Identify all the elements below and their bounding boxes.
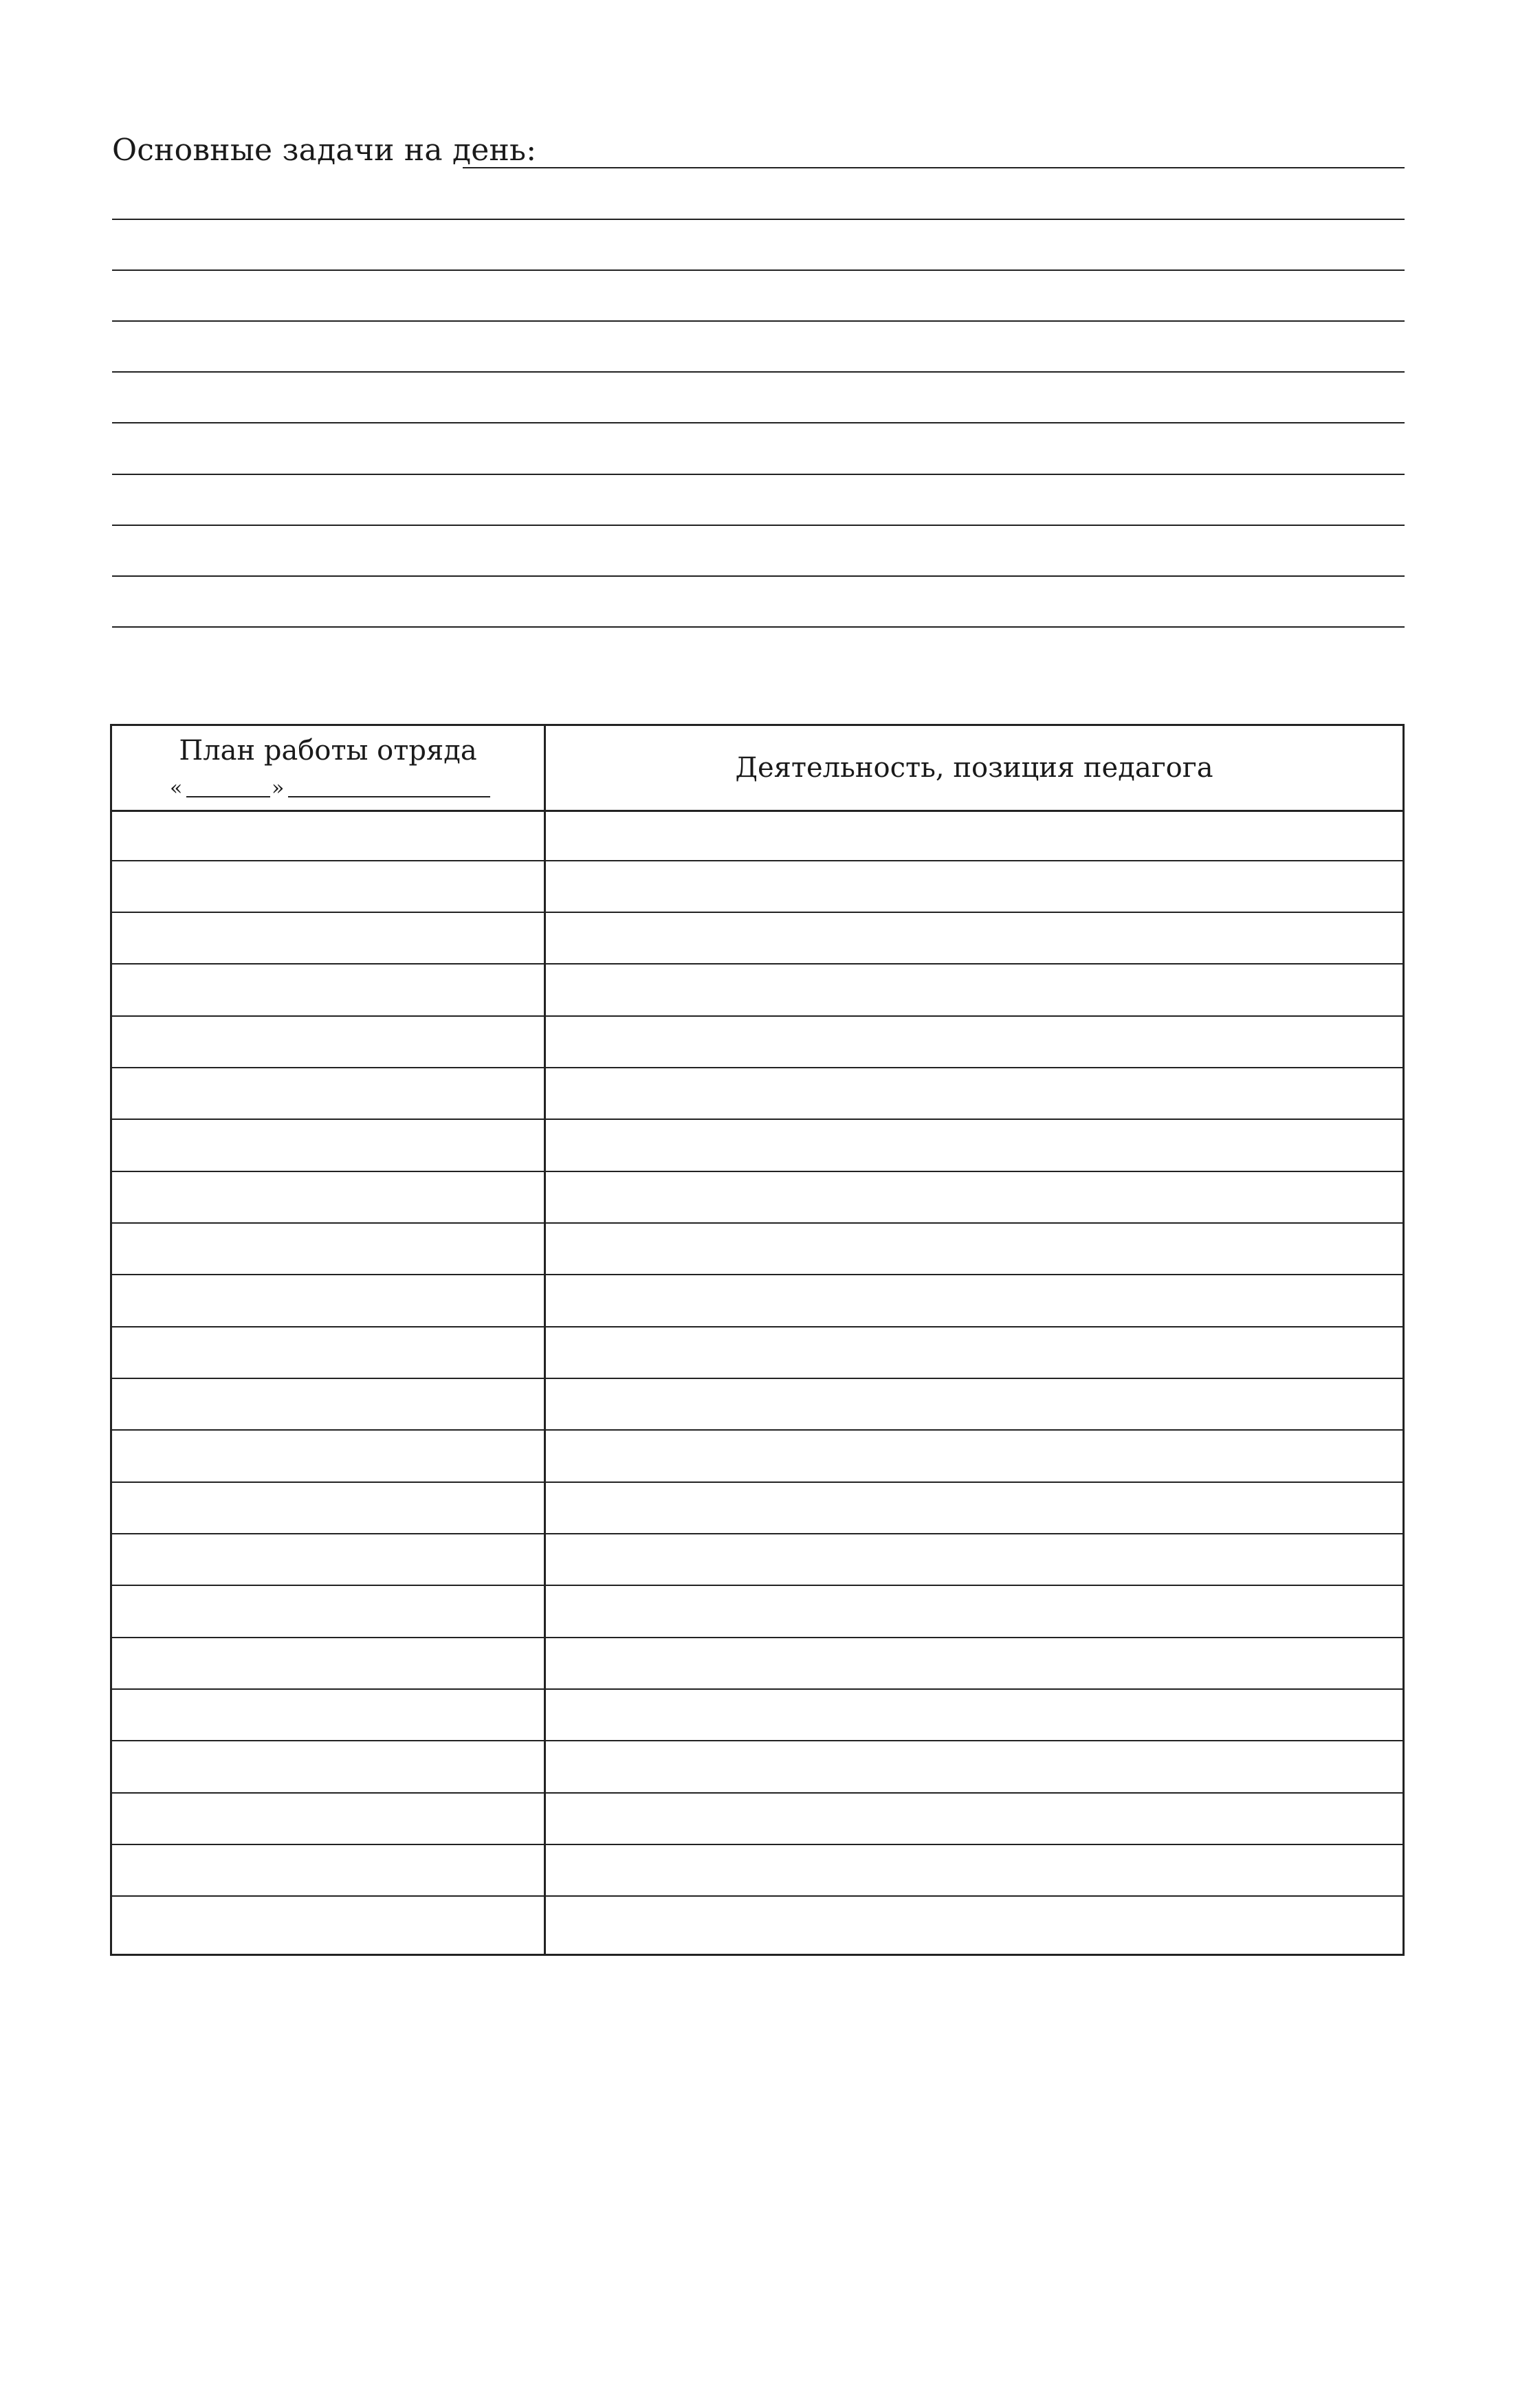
table-row[interactable]: [112, 1378, 1402, 1379]
column-divider: [544, 726, 546, 1954]
table-row[interactable]: [112, 1274, 1402, 1275]
day-blank[interactable]: [186, 796, 270, 797]
tasks-write-line[interactable]: [112, 269, 1405, 271]
activity-column-title: Деятельность, позиция педагога: [735, 752, 1213, 784]
tasks-write-line[interactable]: [112, 626, 1405, 628]
table-row[interactable]: [112, 963, 1402, 965]
table-header-row: [112, 726, 1402, 812]
table-row[interactable]: [112, 1637, 1402, 1638]
tasks-label: Основные задачи на день:: [112, 133, 537, 168]
tasks-write-line[interactable]: [112, 525, 1405, 526]
activity-header-cell: [546, 726, 1402, 810]
table-row[interactable]: [112, 1688, 1402, 1690]
table-row[interactable]: [112, 860, 1402, 861]
tasks-write-line[interactable]: [112, 474, 1405, 475]
tasks-write-line[interactable]: [112, 575, 1405, 577]
month-blank[interactable]: [288, 796, 490, 797]
tasks-write-line[interactable]: [112, 219, 1405, 220]
date-close-quote: »: [272, 776, 285, 800]
table-row[interactable]: [112, 1119, 1402, 1120]
date-field: [170, 771, 490, 802]
table-row[interactable]: [112, 1171, 1402, 1172]
table-row[interactable]: [112, 1895, 1402, 1897]
tasks-write-line[interactable]: [112, 320, 1405, 322]
table-row[interactable]: [112, 1429, 1402, 1431]
tasks-write-line[interactable]: [463, 167, 1405, 168]
table-row[interactable]: [112, 1326, 1402, 1327]
table-row[interactable]: [112, 1844, 1402, 1845]
table-row[interactable]: [112, 1740, 1402, 1741]
table-row[interactable]: [112, 1481, 1402, 1483]
tasks-write-line[interactable]: [112, 422, 1405, 423]
table-row[interactable]: [112, 1067, 1402, 1068]
table-row[interactable]: [112, 1585, 1402, 1586]
plan-header-cell: [112, 726, 544, 810]
table-row[interactable]: [112, 912, 1402, 913]
plan-table: [110, 724, 1405, 1956]
plan-column-title: План работы отряда: [179, 735, 477, 767]
tasks-write-line[interactable]: [112, 371, 1405, 373]
date-open-quote: «: [170, 776, 183, 800]
table-row[interactable]: [112, 1222, 1402, 1224]
table-row[interactable]: [112, 1792, 1402, 1794]
tasks-heading-row: [112, 127, 1405, 168]
table-row[interactable]: [112, 1015, 1402, 1017]
table-row[interactable]: [112, 1533, 1402, 1534]
